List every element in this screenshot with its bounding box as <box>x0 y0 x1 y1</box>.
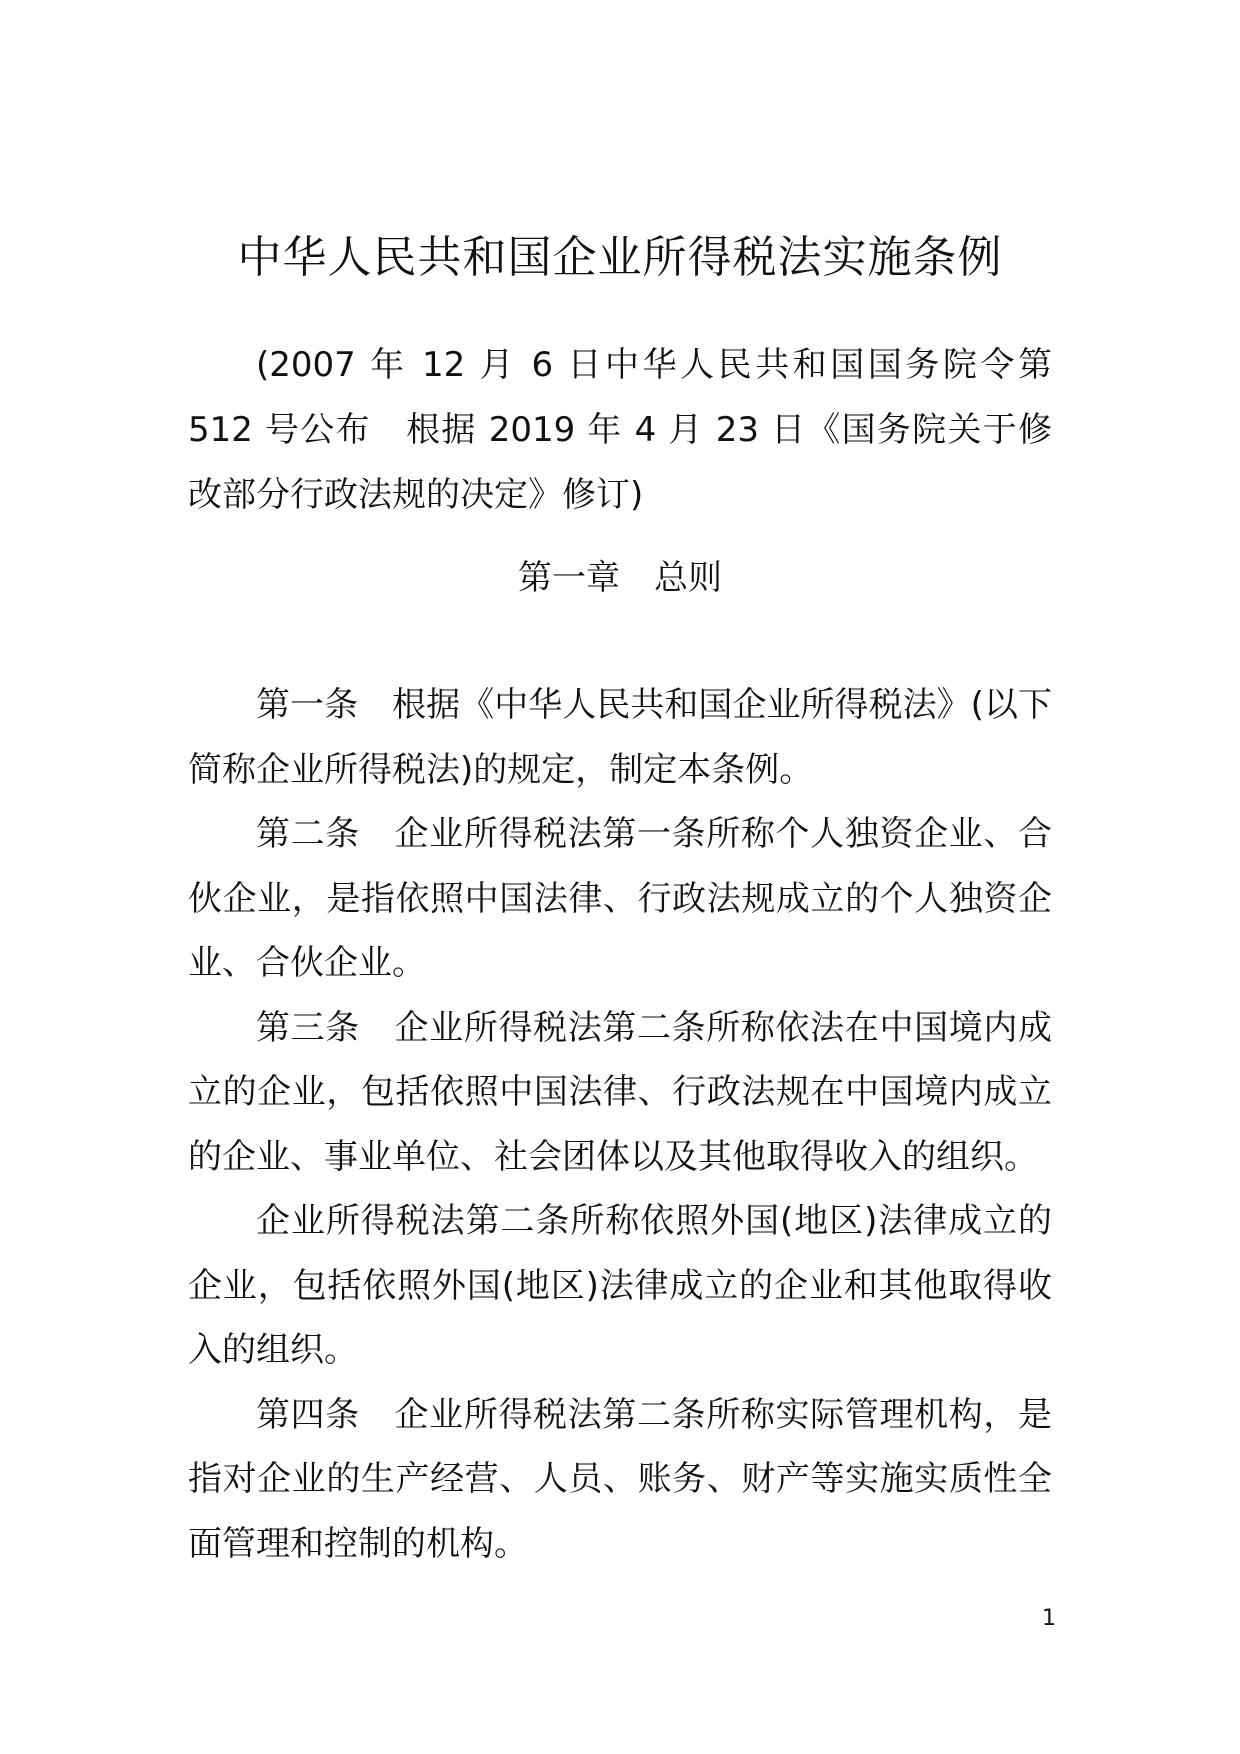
article-2: 第二条 企业所得税法第一条所称个人独资企业、合伙企业，是指依照中国法律、行政法规成立的个人独资企业、合伙企业。 <box>188 814 1052 983</box>
chapter-heading: 第一章 总则 <box>518 558 722 598</box>
articles-body <box>188 673 1052 1576</box>
article-3: 第三条 企业所得税法第二条所称依法在中国境内成立的企业，包括依照中国法律、行政法规在中国境内成立的企业、事业单位、社会团体以及其他取得收入的组织。 <box>188 1007 1052 1177</box>
page-number: 1 <box>1042 1606 1056 1631</box>
document-title: 中华人民共和国企业所得税法实施条例 <box>237 232 1003 283</box>
promulgation-note-block <box>188 333 1052 528</box>
article-4: 第四条 企业所得税法第二条所称实际管理机构，是指对企业的生产经营、人员、账务、财产等实施实质性全面管理和控制的机构。 <box>188 1394 1052 1564</box>
article-3-paragraph-2: 企业所得税法第二条所称依照外国(地区)法律成立的企业，包括依照外国(地区)法律成立的企业和其他取得收入的组织。 <box>188 1201 1052 1370</box>
promulgation-note: (2007 年 12 月 6 日中华人民共和国国务院令第 512 号公布 根据 2019 年 4 月 23 日《国务院关于修改部分行政法规的决定》修订) <box>188 345 1052 515</box>
article-1: 第一条 根据《中华人民共和国企业所得税法》(以下简称企业所得税法)的规定，制定本条例。 <box>188 685 1052 790</box>
